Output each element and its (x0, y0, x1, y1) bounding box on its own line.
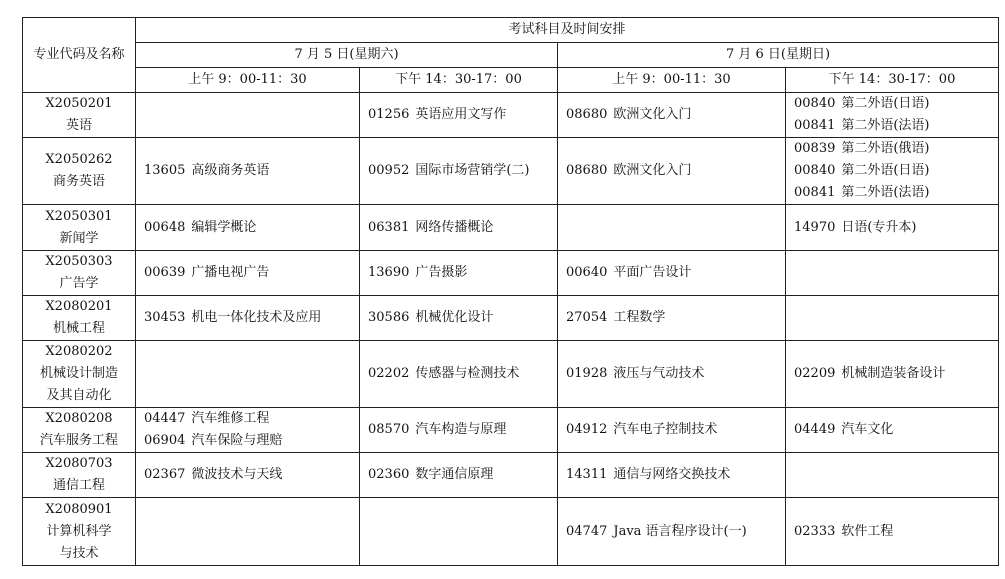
session-header-4: 下午 14：30-17：00 (786, 68, 999, 93)
course-name: 数字通信原理 (415, 467, 494, 482)
course-code: 04449 (794, 422, 836, 437)
course-code: 01928 (566, 366, 608, 381)
course-code: 06904 (144, 433, 186, 448)
session-cell (786, 93, 999, 138)
major-cell (23, 138, 136, 205)
course-entry (566, 307, 777, 329)
major-code: X2080201 (45, 299, 113, 314)
header-row-2 (23, 43, 999, 68)
table-row (23, 341, 999, 408)
course-name: 第二外语(日语) (841, 96, 930, 111)
session-cell (558, 453, 786, 498)
major-code: X2050201 (45, 96, 113, 111)
course-name: 日语(专升本) (841, 219, 917, 235)
course-code: 30453 (144, 310, 186, 325)
session-cell (360, 498, 558, 566)
session-cell (136, 93, 360, 138)
course-code: 13690 (368, 265, 410, 280)
session-cell (786, 453, 999, 498)
major-name: 计算机科学 (46, 523, 112, 539)
course-name: 通信与网络交换技术 (613, 467, 731, 482)
major-code: X2050262 (45, 152, 113, 167)
session-cell (136, 498, 360, 566)
course-entry (794, 521, 990, 543)
session-cell (558, 251, 786, 296)
session-cell (558, 341, 786, 408)
course-code: 08570 (368, 422, 410, 437)
major-cell (23, 93, 136, 138)
table-body (23, 93, 999, 566)
course-name: 液压与气动技术 (613, 366, 705, 381)
course-entry (368, 363, 549, 385)
session-cell (558, 138, 786, 205)
course-name: 传感器与检测技术 (415, 366, 520, 381)
major-name: 机械工程 (52, 321, 105, 336)
major-cell (23, 251, 136, 296)
course-code: 02209 (794, 366, 836, 381)
course-code: 00841 (794, 185, 836, 200)
session-cell (136, 408, 360, 453)
course-entry (144, 408, 351, 430)
major-name: 新闻学 (59, 230, 99, 246)
course-code: 00648 (144, 219, 186, 235)
course-name: 第二外语(俄语) (841, 141, 930, 156)
major-code: X2080208 (45, 411, 113, 426)
course-code: 02333 (794, 523, 836, 539)
course-entry (368, 262, 549, 284)
header-row-3 (23, 68, 999, 93)
course-code: 02360 (368, 467, 410, 482)
course-name: 广播电视广告 (191, 265, 270, 280)
course-entry (566, 464, 777, 486)
course-name: 机械优化设计 (415, 310, 494, 325)
course-name: 软件工程 (841, 523, 894, 539)
table-row (23, 93, 999, 138)
course-entry (144, 464, 351, 486)
major-cell (23, 296, 136, 341)
course-entry (566, 104, 777, 126)
session-cell (360, 93, 558, 138)
session-cell (360, 205, 558, 251)
course-entry (794, 93, 990, 115)
course-code: 00840 (794, 96, 836, 111)
course-name: 机电一体化技术及应用 (191, 310, 322, 325)
session-cell (786, 341, 999, 408)
table-row (23, 296, 999, 341)
session-cell (136, 453, 360, 498)
session-cell (786, 138, 999, 205)
course-code: 02202 (368, 366, 410, 381)
major-name: 广告学 (59, 276, 99, 291)
session-cell (136, 341, 360, 408)
session-cell (786, 408, 999, 453)
course-entry (368, 419, 549, 441)
session-cell (136, 205, 360, 251)
course-name: 汽车维修工程 (191, 411, 270, 426)
session-cell (558, 93, 786, 138)
course-code: 04447 (144, 411, 186, 426)
course-entry (368, 307, 549, 329)
course-entry (794, 217, 990, 239)
course-name: 广告摄影 (415, 265, 468, 280)
course-name: 编辑学概论 (191, 219, 257, 235)
course-entry (566, 521, 777, 543)
session-cell (360, 408, 558, 453)
course-name: 欧洲文化入门 (613, 107, 692, 122)
course-code: 27054 (566, 310, 608, 325)
session-cell (786, 251, 999, 296)
course-code: 00839 (794, 141, 836, 156)
course-name: 汽车保险与理赔 (191, 433, 283, 448)
table-row (23, 408, 999, 453)
course-name: Java 语言程序设计(一) (613, 523, 747, 539)
course-name: 高级商务英语 (191, 163, 270, 178)
major-code: X2050301 (45, 208, 113, 224)
course-entry (794, 419, 990, 441)
course-code: 06381 (368, 219, 410, 235)
session-cell (360, 296, 558, 341)
course-name: 机械制造装备设计 (841, 366, 946, 381)
day-header-1: 7 月 5 日(星期六) (136, 43, 558, 68)
table-row (23, 138, 999, 205)
session-header-3: 上午 9：00-11：30 (558, 68, 786, 93)
session-cell (786, 498, 999, 566)
course-code: 00640 (566, 265, 608, 280)
course-name: 汽车电子控制技术 (613, 422, 718, 437)
course-code: 14311 (566, 467, 608, 482)
major-cell (23, 408, 136, 453)
course-entry (144, 262, 351, 284)
course-name: 第二外语(法语) (841, 118, 930, 133)
course-code: 00639 (144, 265, 186, 280)
course-code: 13605 (144, 163, 186, 178)
course-entry (566, 262, 777, 284)
course-code: 00841 (794, 118, 836, 133)
course-name: 欧洲文化入门 (613, 163, 692, 178)
session-cell (136, 296, 360, 341)
major-column-header: 专业代码及名称 (23, 18, 136, 93)
session-cell (360, 341, 558, 408)
schedule-title: 考试科目及时间安排 (136, 18, 999, 43)
course-entry (144, 430, 351, 452)
major-code: X2050303 (45, 254, 113, 269)
major-cell (23, 205, 136, 251)
session-cell (558, 498, 786, 566)
major-name: 商务英语 (52, 174, 105, 189)
session-cell (558, 408, 786, 453)
table-row (23, 205, 999, 251)
header-row-1 (23, 18, 999, 43)
course-code: 02367 (144, 467, 186, 482)
course-name: 微波技术与天线 (191, 467, 283, 482)
course-name: 网络传播概论 (415, 219, 494, 235)
course-entry (144, 307, 351, 329)
course-code: 04912 (566, 422, 608, 437)
course-entry (144, 217, 351, 239)
course-name: 平面广告设计 (613, 265, 692, 280)
major-cell (23, 341, 136, 408)
course-code: 00840 (794, 163, 836, 178)
major-name: 汽车服务工程 (39, 433, 118, 448)
major-code: X2080202 (45, 344, 113, 359)
course-entry (794, 160, 990, 182)
table-row (23, 453, 999, 498)
course-name: 英语应用文写作 (415, 107, 507, 122)
day-header-2: 7 月 6 日(星期日) (558, 43, 999, 68)
table-header (23, 18, 999, 93)
course-code: 08680 (566, 107, 608, 122)
course-entry (794, 115, 990, 137)
session-cell (136, 251, 360, 296)
course-code: 04747 (566, 523, 608, 539)
course-entry (794, 363, 990, 385)
session-cell (360, 138, 558, 205)
course-code: 30586 (368, 310, 410, 325)
course-name: 国际市场营销学(二) (415, 163, 530, 178)
session-cell (360, 453, 558, 498)
session-cell (786, 205, 999, 251)
table-row (23, 498, 999, 566)
session-cell (786, 296, 999, 341)
major-name: 英语 (65, 118, 92, 133)
major-name: 及其自动化 (46, 388, 112, 403)
major-code: X2080901 (45, 501, 113, 517)
session-header-2: 下午 14：30-17：00 (360, 68, 558, 93)
major-name: 与技术 (59, 545, 99, 561)
course-entry (794, 182, 990, 204)
course-entry (368, 464, 549, 486)
course-code: 14970 (794, 219, 836, 235)
course-entry (368, 217, 549, 239)
course-code: 08680 (566, 163, 608, 178)
session-header-1: 上午 9：00-11：30 (136, 68, 360, 93)
course-entry (368, 160, 549, 182)
course-entry (566, 160, 777, 182)
course-name: 汽车文化 (841, 422, 894, 437)
course-entry (144, 160, 351, 182)
major-code: X2080703 (45, 456, 113, 471)
course-code: 00952 (368, 163, 410, 178)
major-cell (23, 453, 136, 498)
course-name: 汽车构造与原理 (415, 422, 507, 437)
major-name: 机械设计制造 (39, 366, 118, 381)
session-cell (360, 251, 558, 296)
session-cell (558, 205, 786, 251)
session-cell (136, 138, 360, 205)
course-code: 01256 (368, 107, 410, 122)
course-entry (368, 104, 549, 126)
course-entry (566, 419, 777, 441)
table-row (23, 251, 999, 296)
course-entry (566, 363, 777, 385)
exam-schedule-table (22, 17, 999, 566)
session-cell (558, 296, 786, 341)
major-cell (23, 498, 136, 566)
course-name: 第二外语(日语) (841, 163, 930, 178)
major-name: 通信工程 (52, 478, 105, 493)
course-entry (794, 138, 990, 160)
course-name: 工程数学 (613, 310, 666, 325)
course-name: 第二外语(法语) (841, 185, 930, 200)
